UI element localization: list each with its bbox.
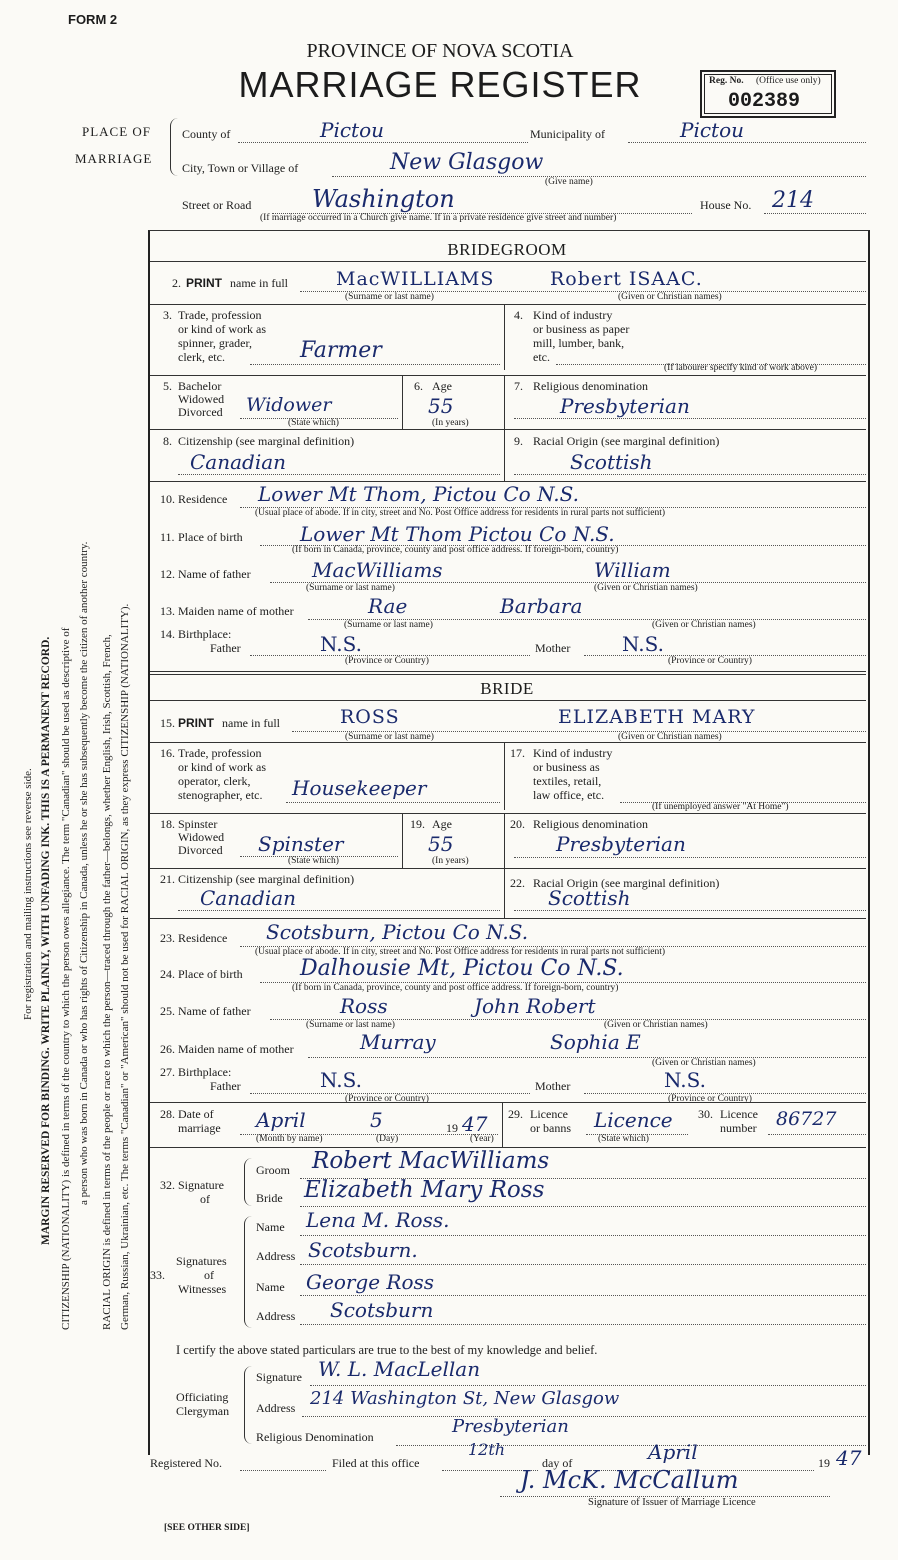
groom-religion-label: Religious denomination [533, 379, 648, 393]
groom-age-label: Age [432, 379, 452, 393]
bride-age-label: Age [432, 817, 452, 831]
w2-address-label: Address [256, 1309, 296, 1323]
groom-sig-label: Groom [256, 1163, 290, 1177]
clergy-label-2: Clergyman [176, 1404, 230, 1418]
groom-industry-l4: etc. [533, 350, 550, 364]
clergy-address: 214 Washington St, New Glasgow [310, 1388, 620, 1409]
licence-number-l2: number [720, 1121, 757, 1135]
groom-bp-father-caption: (Province or Country) [345, 656, 429, 666]
groom-father-given: William [594, 558, 671, 582]
groom-surname-caption: (Surname or last name) [345, 292, 434, 302]
groom-racial-label: Racial Origin (see marginal definition) [533, 434, 720, 448]
bride-name-print: PRINT [178, 716, 214, 730]
form-label: FORM 2 [68, 12, 118, 27]
groom-father-num: 12. [160, 567, 175, 581]
sidebar-line-3: CITIZENSHIP (NATIONALITY) is defined in terms of the country to which the person owes allegiance. The term "Canadian" should be used as descriptive of [60, 627, 72, 1330]
bride-trade-l4: stenographer, etc. [178, 788, 263, 802]
groom-birth-num: 11. [160, 530, 175, 544]
bride-bp-mother-caption: (Province or Country) [668, 1094, 752, 1104]
groom-residence: Lower Mt Thom, Pictou Co N.S. [258, 482, 580, 506]
groom-industry-note: (If labourer specify kind of work above) [664, 363, 817, 373]
street-label: Street or Road [182, 198, 252, 212]
day-of-label: day of [542, 1456, 573, 1470]
groom-mother-given: Barbara [500, 594, 583, 618]
bride-religion-label: Religious denomination [533, 817, 648, 831]
groom-industry-l3: mill, lumber, bank, [533, 336, 625, 350]
sidebar-line-6: German, Russian, Ukrainian, etc. The terms "Canadian" or "American" should not be used for RACIAL ORIGIN, as they express CITIZENSHIP (NATIONALITY). [119, 603, 131, 1330]
marriage-year: 47 [462, 1112, 488, 1136]
groom-name-label: name in full [230, 276, 288, 290]
sig-l1: Signature [178, 1178, 224, 1192]
groom-mother-num: 13. [160, 604, 175, 618]
groom-racial-num: 9. [514, 434, 523, 448]
groom-religion-num: 7. [514, 379, 523, 393]
bride-bp-father-label: Father [210, 1079, 241, 1093]
clergy-label-1: Officiating [176, 1390, 229, 1404]
bride-status: Spinster [258, 832, 344, 856]
bride-birth-note: (If born in Canada, province, county and post office address. If foreign-born, country) [292, 983, 619, 993]
bride-sig-label: Bride [256, 1191, 283, 1205]
groom-status-caption: (State which) [288, 418, 339, 428]
groom-mother-surname: Rae [368, 594, 408, 618]
marriage-date-l2: marriage [178, 1121, 221, 1135]
bride-father-label: Name of father [178, 1004, 251, 1018]
groom-res-label: Residence [178, 492, 228, 506]
groom-mother-given-caption: (Given or Christian names) [652, 620, 756, 630]
groom-trade-l4: clerk, etc. [178, 350, 225, 364]
bride-religion-num: 20. [510, 817, 525, 831]
filed-year: 47 [836, 1446, 862, 1470]
bride-res-note: (Usual place of abode. If in city, street and No. Post Office address for residents in rural parts not sufficient) [255, 947, 666, 957]
groom-bp-label: Birthplace: [178, 627, 232, 641]
registered-label: Registered No. [150, 1456, 222, 1470]
place-note: (If marriage occurred in a Church give name. If in a private residence give street and number) [260, 213, 617, 223]
bride-bp-mother-label: Mother [535, 1079, 571, 1093]
sidebar-line-2: MARGIN RESERVED FOR BINDING. WRITE PLAINLY, WITH UNFADING INK. THIS IS A PERMANENT RECORD. [40, 636, 52, 1245]
bride-signature: Elizabeth Mary Ross [304, 1177, 545, 1203]
reg-number-box [700, 70, 836, 118]
bride-res-num: 23. [160, 931, 175, 945]
clergy-denom-label: Religious Denomination [256, 1430, 374, 1444]
bride-father-num: 25. [160, 1004, 175, 1018]
clergy-denomination: Presbyterian [452, 1416, 569, 1437]
groom-res-note: (Usual place of abode. If in city, street and No. Post Office address for residents in rural parts not sufficient) [255, 508, 666, 518]
filed-year-prefix: 19 [818, 1456, 830, 1470]
bride-citizen-num: 21. [160, 872, 175, 886]
house-value: 214 [772, 188, 814, 213]
bride-trade-l2: or kind of work as [178, 760, 266, 774]
licence-num: 29. [508, 1107, 523, 1121]
groom-citizen-num: 8. [163, 434, 172, 448]
licence-caption: (State which) [598, 1134, 649, 1144]
bride-surname: ROSS [340, 706, 400, 728]
marriage-year-caption: (Year) [470, 1134, 494, 1144]
filed-label: Filed at this office [332, 1456, 420, 1470]
marriage-year-prefix: 19 [446, 1121, 458, 1135]
issuer-signature: J. McK. McCallum [520, 1466, 739, 1494]
groom-status-l1: Bachelor [178, 379, 222, 393]
groom-birth: Lower Mt Thom Pictou Co N.S. [300, 522, 615, 546]
w1-address-label: Address [256, 1249, 296, 1263]
province-heading: PROVINCE OF NOVA SCOTIA [306, 40, 574, 62]
bride-header: BRIDE [480, 679, 534, 698]
bride-age-caption: (In years) [432, 856, 469, 866]
bride-given: ELIZABETH MARY [558, 706, 756, 728]
bride-name-label: name in full [222, 716, 280, 730]
bride-trade-num: 16. [160, 746, 175, 760]
bride-surname-caption: (Surname or last name) [345, 732, 434, 742]
sidebar-line-4: a person who was born in Canada or who has rights of Citizenship in Canada, unless he or she has subsequently become the citizen of another country. [78, 541, 90, 1205]
filed-month: April [648, 1440, 698, 1464]
bride-mother-surname: Murray [360, 1030, 436, 1054]
wit-l1: Signatures [176, 1254, 227, 1268]
county-value: Pictou [320, 118, 385, 142]
place-label-2: MARRIAGE [75, 151, 153, 166]
give-name-caption: (Give name) [545, 177, 593, 187]
bride-status-caption: (State which) [288, 856, 339, 866]
bride-trade-l1: Trade, profession [178, 746, 262, 760]
see-other-side: [SEE OTHER SIDE] [164, 1523, 250, 1533]
clergy-sig-label: Signature [256, 1370, 302, 1384]
groom-bp-father-label: Father [210, 641, 241, 655]
bride-status-l3: Divorced [178, 843, 223, 857]
groom-res-num: 10. [160, 492, 175, 506]
licence-l1: Licence [530, 1107, 568, 1121]
licence-number: 86727 [776, 1108, 837, 1130]
sig-num: 32. [160, 1178, 175, 1192]
bride-industry-l2: or business as [533, 760, 600, 774]
bride-bp-father: N.S. [320, 1068, 362, 1092]
bride-religion: Presbyterian [556, 832, 686, 856]
bride-racial: Scottish [548, 886, 631, 910]
groom-mother-label: Maiden name of mother [178, 604, 294, 618]
bride-mother-num: 26. [160, 1042, 175, 1056]
bride-father-surname-caption: (Surname or last name) [306, 1020, 395, 1030]
bride-industry-l4: law office, etc. [533, 788, 605, 802]
bride-status-num: 18. [160, 817, 175, 831]
bride-trade-l3: operator, clerk, [178, 774, 251, 788]
groom-status-num: 5. [163, 379, 172, 393]
bride-birth-num: 24. [160, 967, 175, 981]
groom-industry-l1: Kind of industry [533, 308, 613, 322]
w2-name: George Ross [306, 1270, 435, 1294]
groom-birth-note: (If born in Canada, province, county and post office address. If foreign-born, country) [292, 545, 619, 555]
groom-bp-mother: N.S. [622, 632, 664, 656]
licence-l2: or banns [530, 1121, 571, 1135]
groom-trade-num: 3. [163, 308, 172, 322]
groom-status: Widower [246, 394, 332, 416]
street-value: Washington [312, 185, 455, 213]
marriage-month-caption: (Month by name) [256, 1134, 323, 1144]
wit-num: 33. [150, 1268, 165, 1282]
reg-office-note: (Office use only) [756, 76, 821, 86]
groom-industry-l2: or business as paper [533, 322, 630, 336]
bride-industry-num: 17. [510, 746, 525, 760]
groom-name-print: PRINT [186, 276, 222, 290]
wit-l3: Witnesses [178, 1282, 227, 1296]
reg-number-label: Reg. No. [709, 76, 744, 86]
clergy-signature: W. L. MacLellan [318, 1357, 481, 1381]
bride-status-l2: Widowed [178, 830, 225, 844]
bride-bp-num: 27. [160, 1065, 175, 1079]
groom-citizen: Canadian [190, 450, 287, 474]
certify-text: I certify the above stated particulars are true to the best of my knowledge and belief. [176, 1343, 598, 1357]
w1-name-label: Name [256, 1220, 285, 1234]
marriage-date-l1: Date of [178, 1107, 214, 1121]
bride-status-l1: Spinster [178, 817, 218, 831]
groom-given-caption: (Given or Christian names) [618, 292, 722, 302]
sig-l2: of [200, 1192, 210, 1206]
bride-age-num: 19. [410, 817, 425, 831]
groom-status-l2: Widowed [178, 392, 225, 406]
groom-father-given-caption: (Given or Christian names) [594, 583, 698, 593]
municipality-value: Pictou [680, 118, 745, 142]
groom-age-num: 6. [414, 379, 423, 393]
city-label: City, Town or Village of [182, 161, 299, 175]
w2-address: Scotsburn [330, 1298, 434, 1322]
filed-day: 12th [468, 1440, 506, 1459]
licence-number-num: 30. [698, 1107, 713, 1121]
groom-trade-l1: Trade, profession [178, 308, 262, 322]
house-label: House No. [700, 198, 752, 212]
bride-industry-l3: textiles, retail, [533, 774, 602, 788]
city-value: New Glasgow [390, 150, 544, 175]
bride-father-given: John Robert [474, 994, 596, 1018]
bride-father-surname: Ross [340, 994, 388, 1018]
bride-industry-l1: Kind of industry [533, 746, 613, 760]
bride-citizen: Canadian [200, 886, 297, 910]
bride-racial-num: 22. [510, 876, 525, 890]
groom-bp-mother-label: Mother [535, 641, 571, 655]
bride-name-num: 15. [160, 716, 175, 730]
groom-father-surname-caption: (Surname or last name) [306, 583, 395, 593]
bride-given-caption: (Given or Christian names) [618, 732, 722, 742]
bride-citizen-label: Citizenship (see marginal definition) [178, 872, 355, 886]
reg-number: 002389 [728, 90, 801, 113]
bride-residence: Scotsburn, Pictou Co N.S. [266, 920, 529, 944]
place-label-1: PLACE OF [82, 124, 152, 139]
groom-surname: MacWILLIAMS [336, 268, 495, 290]
w1-address: Scotsburn. [308, 1238, 418, 1262]
bride-mother-given-caption: (Given or Christian names) [652, 1058, 756, 1068]
groom-bp-num: 14. [160, 627, 175, 641]
issuer-caption: Signature of Issuer of Marriage Licence [588, 1497, 756, 1508]
marriage-month: April [256, 1108, 306, 1132]
sidebar-line-5: RACIAL ORIGIN is defined in terms of the people or race to which the person—traced through the father—belongs, whether English, Irish, Scottish, French, [101, 634, 113, 1330]
bridegroom-header: BRIDEGROOM [447, 240, 567, 259]
bride-mother-given: Sophia E [550, 1030, 641, 1054]
groom-birth-label: Place of birth [178, 530, 243, 544]
bride-bp-mother: N.S. [664, 1068, 706, 1092]
bride-trade: Housekeeper [292, 776, 427, 800]
w1-name: Lena M. Ross. [306, 1208, 450, 1232]
groom-bp-father: N.S. [320, 632, 362, 656]
marriage-day: 5 [370, 1108, 383, 1132]
groom-trade-l3: spinner, grader, [178, 336, 253, 350]
bride-birth: Dalhousie Mt, Pictou Co N.S. [300, 956, 624, 981]
bride-bp-father-caption: (Province or Country) [345, 1094, 429, 1104]
groom-age-caption: (In years) [432, 418, 469, 428]
groom-signature: Robert MacWilliams [312, 1148, 550, 1174]
bride-res-label: Residence [178, 931, 228, 945]
groom-status-l3: Divorced [178, 405, 223, 419]
bride-mother-label: Maiden name of mother [178, 1042, 294, 1056]
licence-number-l1: Licence [720, 1107, 758, 1121]
bride-industry-note: (If unemployed answer "At Home") [652, 802, 789, 812]
bride-racial-label: Racial Origin (see marginal definition) [533, 876, 720, 890]
county-label: County of [182, 127, 231, 141]
clergy-address-label: Address [256, 1401, 296, 1415]
groom-trade-l2: or kind of work as [178, 322, 266, 336]
groom-father-label: Name of father [178, 567, 251, 581]
groom-mother-surname-caption: (Surname or last name) [344, 620, 433, 630]
marriage-day-caption: (Day) [376, 1134, 399, 1144]
groom-father-surname: MacWilliams [312, 558, 443, 582]
bride-age: 55 [428, 832, 454, 856]
wit-l2: of [204, 1268, 214, 1282]
groom-age: 55 [428, 394, 454, 418]
document-title: MARRIAGE REGISTER [238, 64, 642, 105]
marriage-date-num: 28. [160, 1107, 175, 1121]
bride-father-given-caption: (Given or Christian names) [604, 1020, 708, 1030]
groom-citizen-label: Citizenship (see marginal definition) [178, 434, 355, 448]
groom-industry-num: 4. [514, 308, 523, 322]
groom-trade: Farmer [300, 338, 382, 363]
bride-birth-label: Place of birth [178, 967, 243, 981]
w2-name-label: Name [256, 1280, 285, 1294]
municipality-label: Municipality of [530, 127, 605, 141]
groom-name-num: 2. [172, 276, 181, 290]
groom-racial: Scottish [570, 450, 653, 474]
groom-bp-mother-caption: (Province or Country) [668, 656, 752, 666]
groom-given: Robert ISAAC. [550, 268, 703, 290]
groom-religion: Presbyterian [560, 394, 690, 418]
licence-value: Licence [594, 1108, 673, 1132]
bride-bp-label: Birthplace: [178, 1065, 232, 1079]
sidebar-line-1: For registration and mailing instructions see reverse side. [22, 768, 34, 1020]
